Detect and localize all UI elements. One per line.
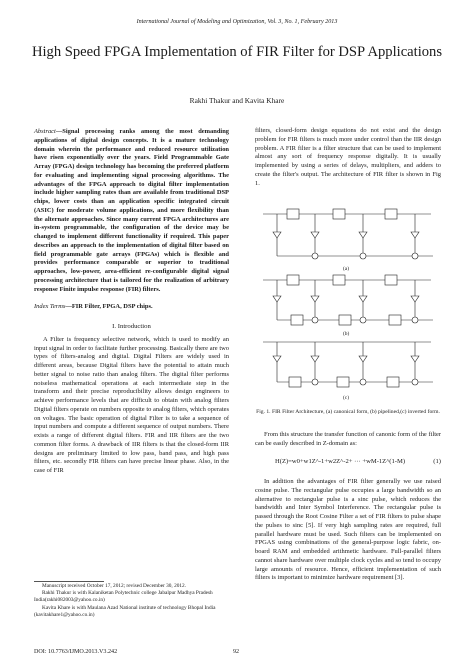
footnote [34,583,230,619]
figure-sublabel-c: (c) [343,395,349,401]
intro-paragraph: A Filter is frequency selective network, which is used to modify an input signal in order to facilitate further processing. Basically there are two types of filters-analog and digital. Digital Filters are widely used in different areas, because Digital filters have the potential to attain much better signal to noise ratio than analog filters. The digital filter performs noiseless mathematical operations at each intermediate step in the transform and their precise reproducibility allows design engineers to achieve performance levels that are difficult to obtain with analog filters Digital filters operate on numbers opposite to analog filters, which operates on voltages. The basic operation of digital Filter is to take a sequence of input numbers and compute a different sequence of output numbers. There exists a range of different digital filters. FIR and IIR filters are the two common filter forms. A drawback of IIR filters is that the closed-form IIR designs are preliminary limited to low pass, band pass, and high pass filters, etc. secondly FIR filters can have precise linear phase. Also, in the case of FIR [34,335,229,474]
paper-title: High Speed FPGA Implementation of FIR Filter for DSP Applications [31,44,443,60]
fir-architecture-figure [255,200,441,408]
right-column-top [255,127,441,188]
footnote-line: Rakhi Thakur is with Kalaniketan Polytechnic college Jabalpur Madhya Pradesh India(rakhi082003@yahoo.co.in) [34,590,213,604]
doi: DOI: 10.7763/IJMO.2013.V3.242 [34,649,118,655]
equation-number: (1) [433,458,441,465]
right-paragraph-2 [255,431,441,449]
page-number: 92 [233,649,240,655]
index-terms-label: Index Terms [34,303,66,311]
footnote-line: Manuscript received October 17, 2012; revised December 30, 2012. [42,583,186,589]
authors: Rakhi Thakur and Kavita Khare [189,96,285,105]
abstract-label: Abstract [34,128,56,135]
section-heading: I. Introduction [112,323,151,330]
right-paragraph-3 [255,478,441,583]
figure-sublabel-b: (b) [343,331,350,337]
transfer-function-intro: From this structure the transfer function of canonic form of the filter can be easily described in Z-domain as: [255,431,441,447]
figure-sublabel-a: (a) [343,266,349,272]
right-paragraph-1: filters, closed-form design equations do not exist and the design problem for FIR filters is much more under control than the IIR design problem. A FIR filter is a filter structure that can be used to implement almost any sort of frequency response digitally. It is usually implemented by using a series of delays, multipliers, and adders to create the filter's output. The architecture of FIR filter is shown in Fig 1. [255,127,441,187]
figure-caption: Fig. 1. FIR Filter Architecture, (a) canonical form, (b) pipelined,(c) inverted form. [256,409,440,415]
index-terms-text: —FIR Filter, FPGA, DSP chips. [65,303,153,311]
footnote-rule [34,581,104,582]
raised-cosine-paragraph: In addition the advantages of FIR filter generally we use raised cosine pulse. The rectangular pulse occupies a large bandwidth so an alternative to rectangular pulse is a sinc pulse, which reduces the bandwidth and Inter Symbol Interference. The rectangular pulse is passed through the Root Cosine Filter a set of FIR filters to pulse shape the pulses to sinc [5]. If very high sampling rates are required, full parallel hardware must be used. Such filters can be implemented on FPGAS using combinations of the general-purpose logic fabric, on-board RAM and embedded arithmetic hardware. Full-parallel filters cannot share hardware over multiple clock cycles and so tend to occupy large amounts of resource. Hence, efficient implementation of such filters is important to minimize hardware requirement [3]. [255,478,441,582]
equation-1 [255,458,441,470]
abstract [34,128,229,294]
running-head: International Journal of Modeling and Optimization, Vol. 3, No. 1, February 2013 [136,19,338,25]
footnote-line: Kavita Khare is with Maulana Azad National institute of technology Bhopal India (kavitakhare1@yahoo.co.in) [34,604,216,618]
abstract-text: —Signal processing ranks among the most demanding applications of digital design concepts. It is a mature technology domain wherein the performance and reduced resource utilization have risen exponentially over the years. Field Programmable Gate Array (FPGA) design technology has becoming the preferred platform for evaluating and implementing signal processing algorithms. The advantages of the FPGA approach to digital filter implementation include higher sampling rates than are available from traditional DSP chips, lower costs than an application specific integrated circuit (ASIC) for moderate volume applications, and more flexibility than the alternate approaches. Since many current FPGA architectures are in-system programmable, the configuration of the device may be changed to implement different functionality if required. This paper describes an approach to the implementation of digital filter based on field programmable gate arrays (FPGAs) which is flexible and provides performance comparable or superior to traditional approaches, low-power, area-efficient re-configurable digital signal processing architecture that is tailored for the realization of arbitrary response Finite impulse response (FIR) filters. [34,128,229,293]
equation-text: H(Z)=w0+w1Z^-1+w2Z^-2+ ··· +wM-1Z^(1-M) [275,458,406,465]
left-column [34,128,229,476]
index-terms [34,303,229,312]
